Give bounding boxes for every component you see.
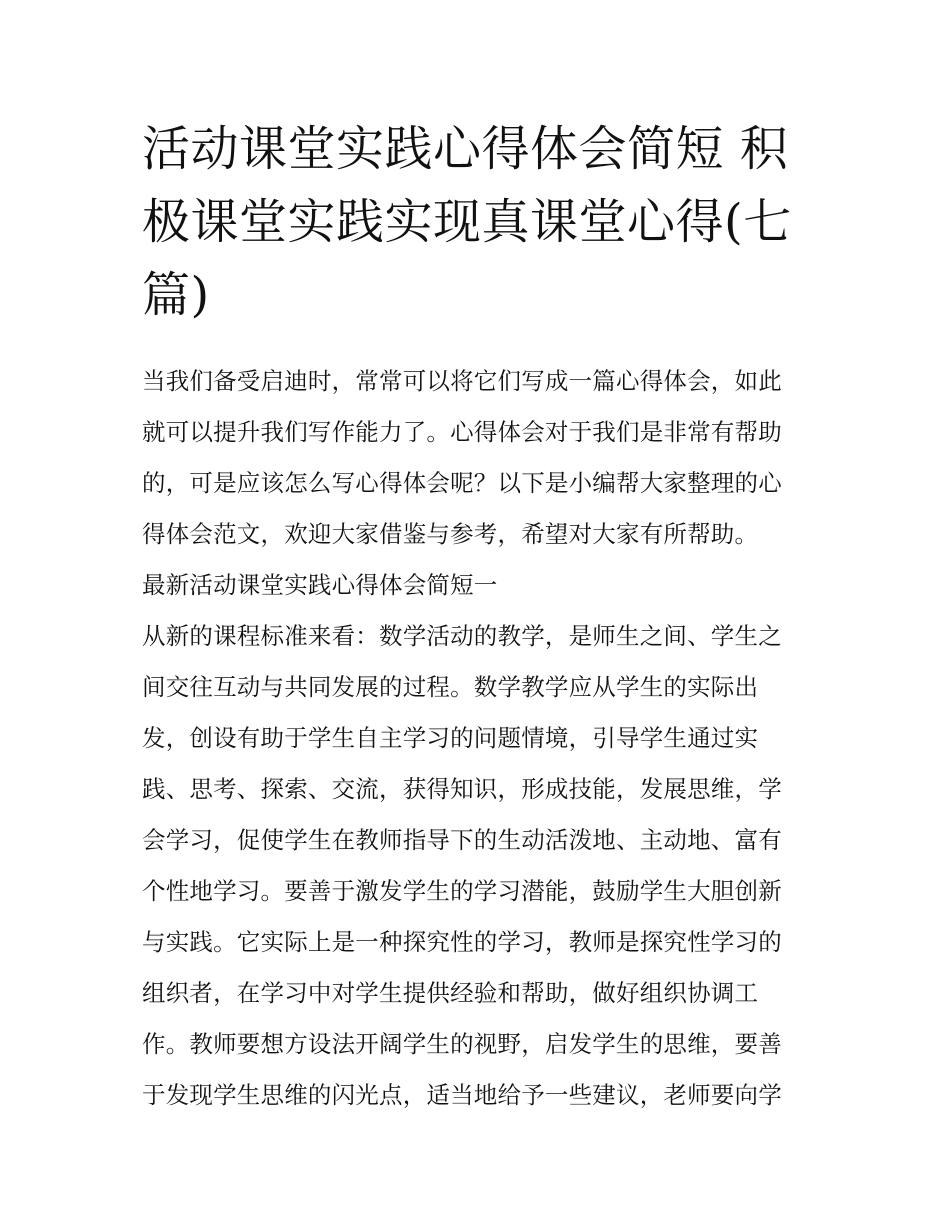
body-line: 会学习，促使学生在教师指导下的生动活泼地、主动地、富有 xyxy=(142,826,782,854)
body-line: 得体会范文，欢迎大家借鉴与参考，希望对大家有所帮助。 xyxy=(142,520,759,548)
document-body xyxy=(142,356,814,1121)
title-line: 极课堂实践实现真课堂心得(七 xyxy=(142,194,792,250)
body-line: 个性地学习。要善于激发学生的学习潜能，鼓励学生大胆创新 xyxy=(142,877,782,905)
body-line: 的，可是应该怎么写心得体会呢？以下是小编帮大家整理的心 xyxy=(142,469,782,497)
body-line: 与实践。它实际上是一种探究性的学习，教师是探究性学习的 xyxy=(142,928,782,956)
section-heading: 最新活动课堂实践心得体会简短一 xyxy=(142,571,498,599)
body-line: 就可以提升我们写作能力了。心得体会对于我们是非常有帮助 xyxy=(142,418,782,446)
document-title xyxy=(142,113,814,332)
title-line: 篇) xyxy=(142,267,210,323)
body-line: 发，创设有助于学生自主学习的问题情境，引导学生通过实 xyxy=(142,724,759,752)
body-line: 组织者，在学习中对学生提供经验和帮助，做好组织协调工 xyxy=(142,979,759,1007)
body-line: 践、思考、探索、交流，获得知识，形成技能，发展思维，学 xyxy=(142,775,782,803)
body-line: 于发现学生思维的闪光点，适当地给予一些建议，老师要向学 xyxy=(142,1081,782,1109)
body-line: 当我们备受启迪时，常常可以将它们写成一篇心得体会，如此 xyxy=(142,367,782,395)
body-line: 作。教师要想方设法开阔学生的视野，启发学生的思维，要善 xyxy=(142,1030,782,1058)
body-line: 从新的课程标准来看：数学活动的教学，是师生之间、学生之 xyxy=(142,622,782,650)
title-line: 活动课堂实践心得体会简短 积 xyxy=(142,121,789,177)
body-line: 间交往互动与共同发展的过程。数学教学应从学生的实际出 xyxy=(142,673,759,701)
